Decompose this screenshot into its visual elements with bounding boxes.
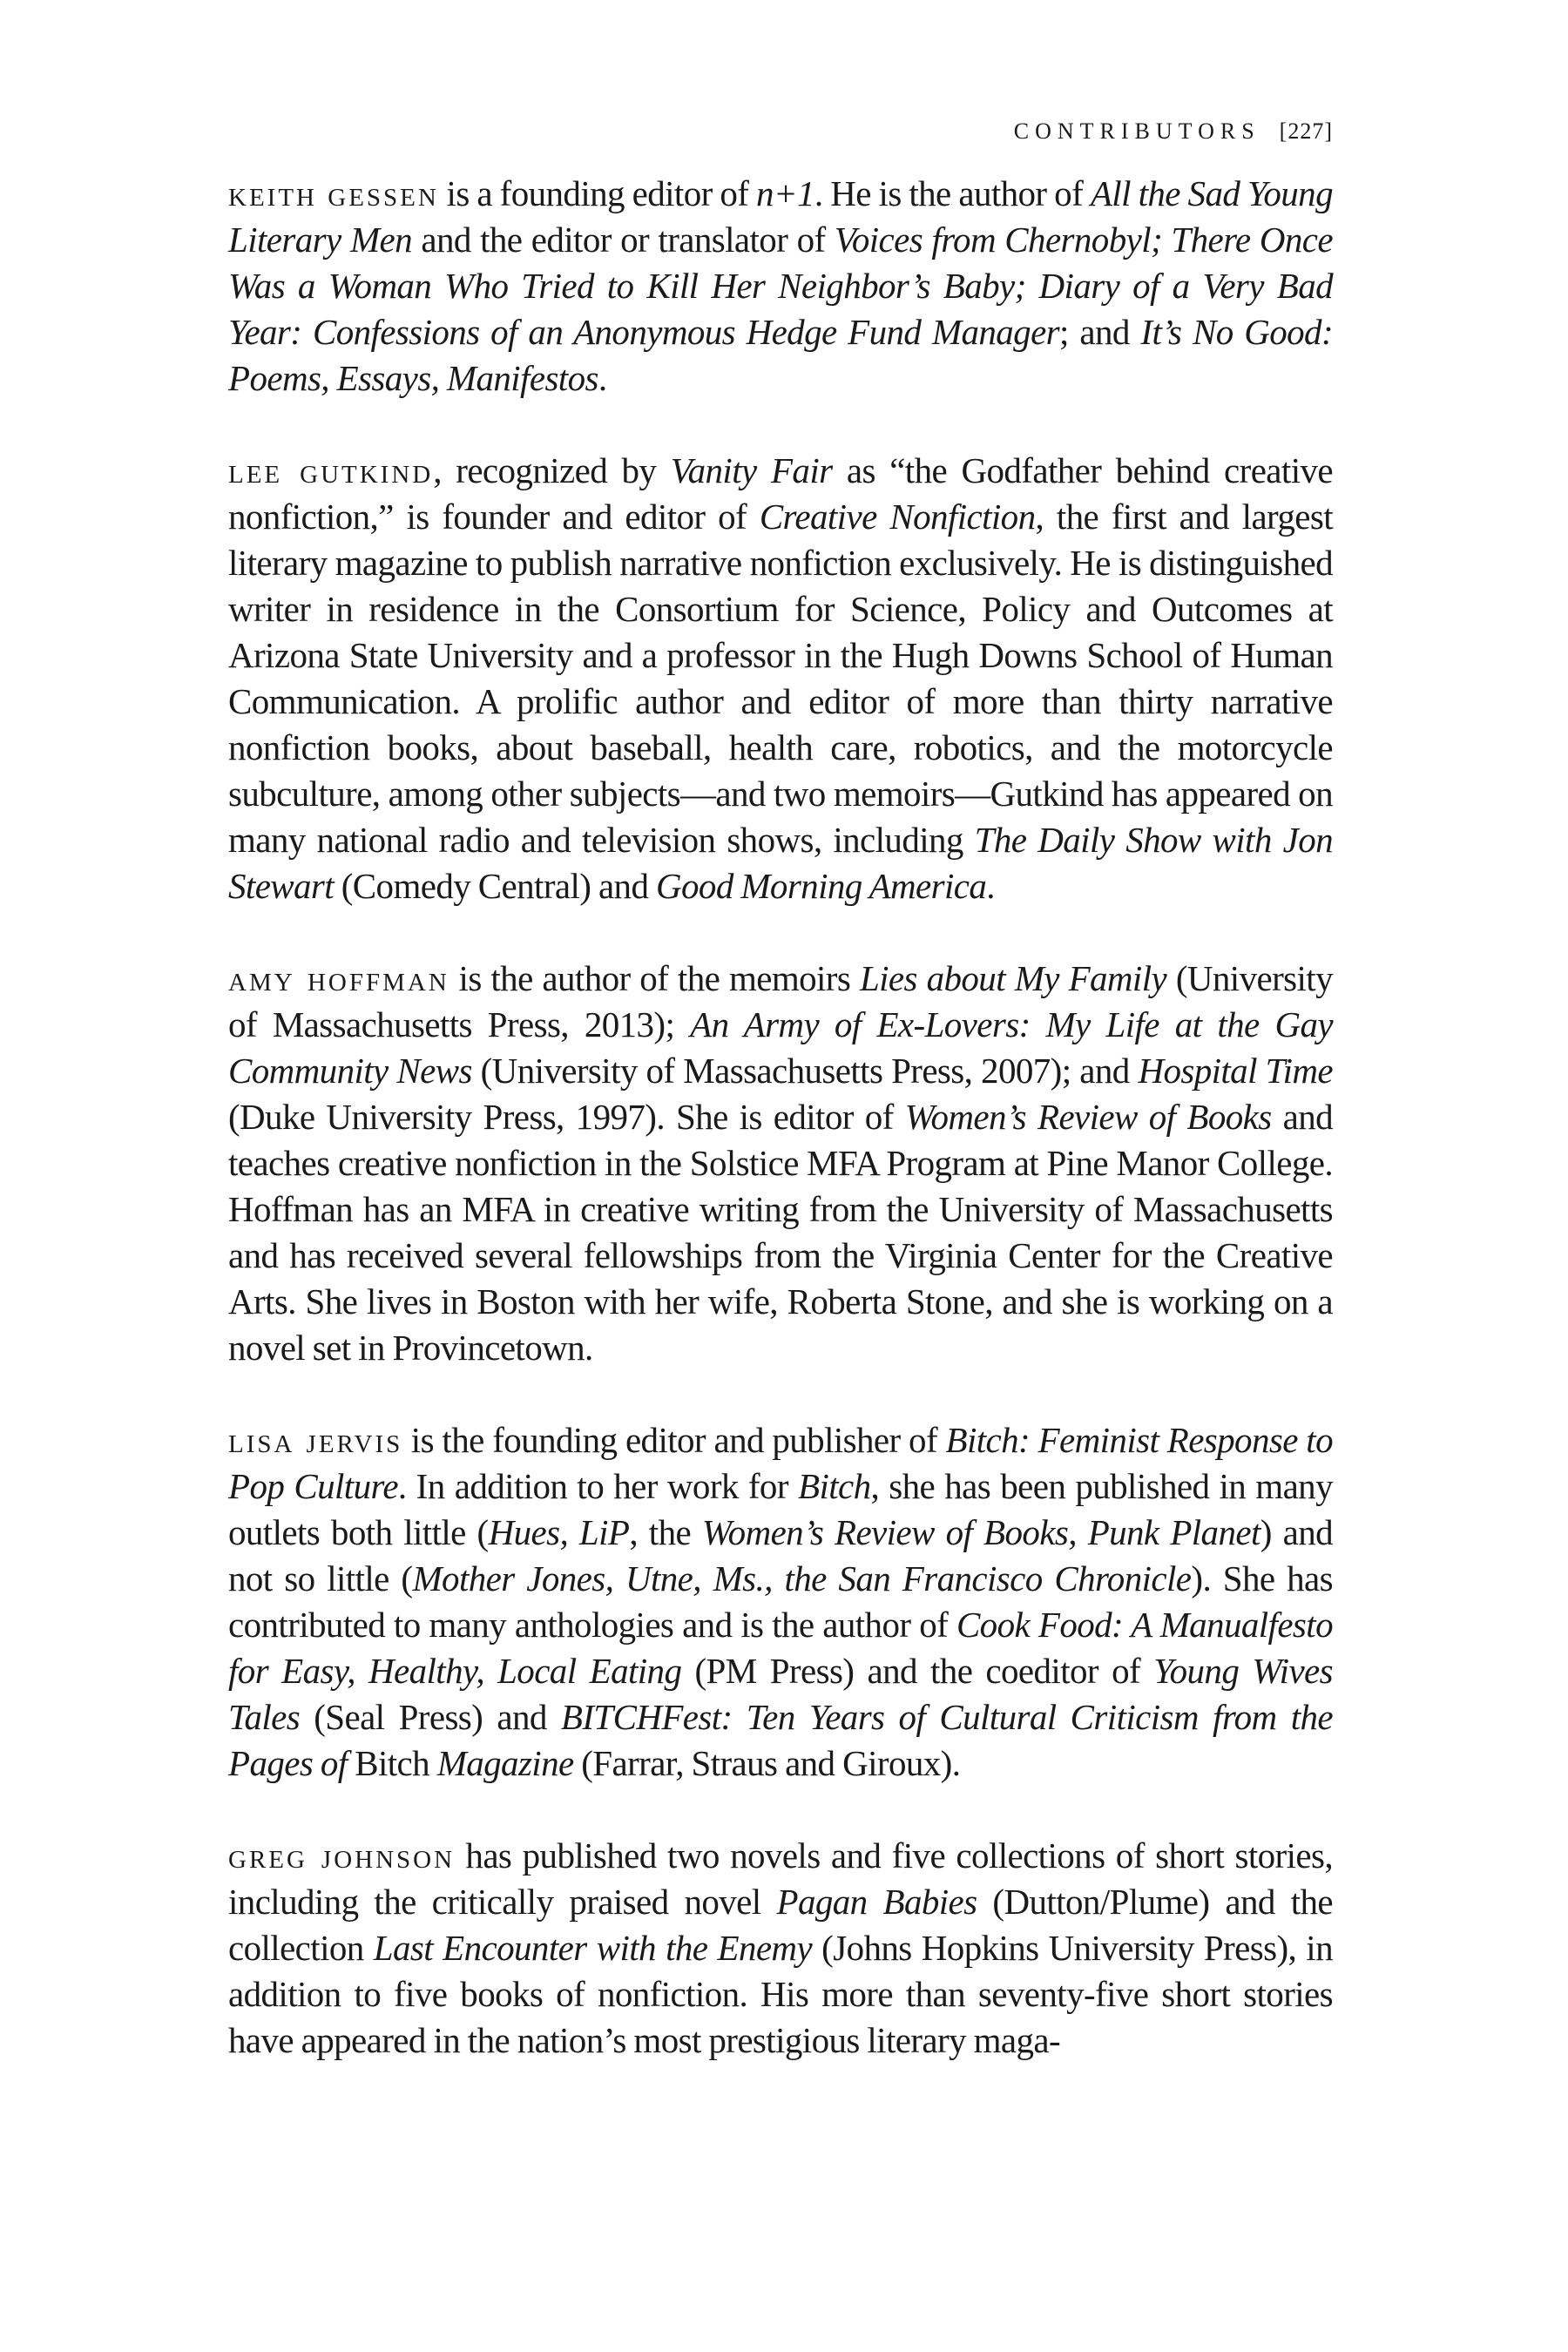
running-head-section: CONTRIBUTORS [1013,118,1260,144]
italic-title: Bitch [798,1466,871,1506]
italic-title: Young Wives Tales [228,1651,1333,1737]
bio-text: and the editor or translator of [412,220,835,260]
italic-title: Women’s Review of Books, Punk Planet [701,1512,1260,1552]
contributor-name: amy hoffman [228,958,449,998]
bio-text: has published two novels and five collections of short stories, including the critically praised novel [228,1835,1333,1922]
bio-text: , she has been published in many outlets both little ( [228,1466,1333,1552]
italic-title: It’s No Good: Poems, Essays, Manifestos [228,312,1333,398]
italic-title: Hospital Time [1138,1051,1333,1091]
contributors-list [228,171,1333,2110]
bio-text: . [598,358,607,398]
contributor-bio [228,1420,1333,1783]
italic-title: Lies about My Family [859,958,1167,998]
contributor-entry [228,1417,1333,1787]
contributor-name: greg johnson [228,1835,456,1876]
bio-text: , the first and largest literary magazine to publish narrative nonfiction exclusively. He is distinguished writer in residence in the Consortium for Science, Policy and Outcomes at Arizona State University and a professor in the Hugh Downs School of Human Communication. A prolific author and editor of more than thirty narrative nonfiction books, about baseball, health care, robotics, and the motorcycle subculture, among other subjects—and two memoirs—Gutkind has appeared on many national radio and television shows, including [228,497,1334,860]
bio-text: (Farrar, Straus and Giroux). [573,1743,961,1783]
bio-text: ; and [1059,312,1141,352]
italic-title: Bitch: Feminist Response to Pop Culture [228,1420,1333,1506]
bio-text: (Duke University Press, 1997). She is editor of [228,1097,905,1137]
italic-title: Pagan Babies [776,1882,977,1922]
bio-text: Bitch [347,1743,437,1783]
contributor-entry [228,1833,1333,2064]
contributor-bio [228,450,1333,906]
bio-text: (Dutton/Plume) and the collection [228,1882,1333,1968]
contributor-name: lisa jervis [228,1420,403,1460]
italic-title: Good Morning America [656,866,987,906]
bio-text: . He is the author of [814,173,1091,213]
contributor-bio [228,958,1333,1368]
contributor-entry [228,956,1333,1371]
contributor-entry [228,171,1333,402]
bio-text: is the founding editor and publisher of [402,1420,946,1460]
italic-title: The Daily Show with Jon Stewart [228,820,1333,906]
italic-title: Last Encounter with the Enemy [373,1928,813,1968]
bio-text: (Seal Press) and [300,1697,561,1737]
italic-title: Creative Nonfiction [759,497,1036,537]
bio-text: ) and not so little ( [228,1512,1333,1598]
italic-title: BITCHFest: Ten Years of Cultural Criticism from the Pages of [228,1697,1333,1783]
bio-text: (PM Press) and the coeditor of [681,1651,1154,1691]
bio-text: . In addition to her work for [397,1466,798,1506]
page-number: [227] [1279,118,1333,144]
bio-text: , the [629,1512,702,1552]
bio-text: and teaches creative nonfiction in the Solstice MFA Program at Pine Manor College. Hoffman has an MFA in creative writing from the University of Massachusetts and has received several fellowships from the Virginia Center for the Creative Arts. She lives in Boston with her wife, Roberta Stone, and she is working on a novel set in Provincetown. [228,1097,1333,1368]
italic-title: Vanity Fair [670,450,833,490]
italic-title: Hues, LiP [488,1512,630,1552]
bio-text: . [986,866,995,906]
contributor-entry [228,448,1333,909]
italic-title: Mother Jones, Utne, Ms., the San Francisco Chronicle [412,1558,1192,1598]
bio-text: (University of Massachusetts Press, 2007); and [471,1051,1139,1091]
bio-text: , recognized by [433,450,671,490]
contributor-name: lee gutkind [228,450,434,490]
italic-title: Voices from Chernobyl; There Once Was a Woman Who Tried to Kill Her Neighbor’s Baby; Diary of a Very Bad Year: Confessions of an Anonymous Hedge Fund Manager [228,220,1333,352]
bio-text: (University of Massachusetts Press, 2013); [228,958,1333,1044]
italic-title: Women’s Review of Books [904,1097,1272,1137]
bio-text: as “the Godfather behind creative nonfiction,” is founder and editor of [228,450,1333,537]
italic-title: Cook Food: A Manualfesto for Easy, Healthy, Local Eating [228,1605,1333,1691]
bio-text: is the author of the memoirs [449,958,860,998]
italic-title: All the Sad Young Literary Men [228,173,1333,260]
italic-title: n+1 [756,173,814,213]
bio-text: (Johns Hopkins University Press), in addition to five books of nonfiction. His more than seventy-five short stories have appeared in the nation’s most prestigious literary maga- [228,1928,1333,2060]
italic-title: Magazine [436,1743,574,1783]
bio-text: is a founding editor of [438,173,756,213]
italic-title: An Army of Ex-Lovers: My Life at the Gay Community News [228,1004,1333,1091]
contributor-name: keith gessen [228,173,439,213]
bio-text: (Comedy Central) and [334,866,657,906]
bio-text: ). She has contributed to many anthologies and is the author of [228,1558,1334,1645]
running-head [1014,118,1333,145]
